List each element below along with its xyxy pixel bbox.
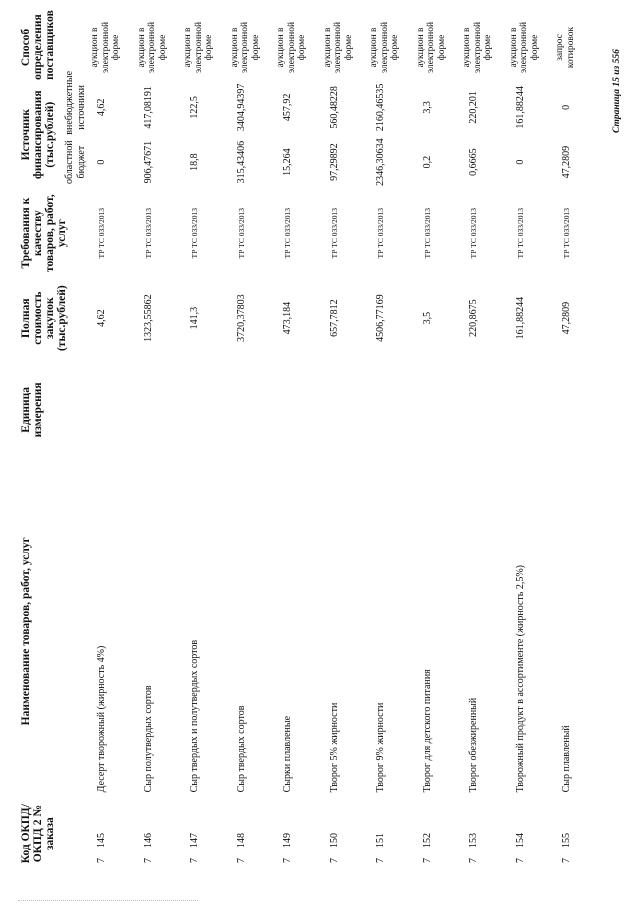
row-requirements: ТР ТС 033/2013 [143, 207, 153, 259]
row-code [323, 802, 370, 865]
row-code-part1: 7 [421, 858, 433, 863]
row-funding-regional: 906,47671 [142, 140, 154, 184]
row-funding-external: 560,48228 [328, 86, 340, 129]
row-name: Творог обезжиренный [468, 697, 479, 793]
row-cost: 141,3 [189, 306, 200, 330]
header-funding: Источник финансирования (тыс.рублей) [20, 90, 56, 180]
header-funding-regional: областной бюджет [64, 140, 87, 185]
row-code-part2: 153 [468, 833, 479, 848]
row-code [276, 802, 323, 865]
row-code-part1: 7 [561, 858, 572, 863]
row-funding-regional: 315,43406 [235, 140, 247, 184]
row-method: аукцион в электронной форме [136, 21, 168, 74]
row-code-part1: 7 [235, 858, 247, 863]
row-cost: 1323,55862 [142, 294, 154, 342]
row-method: аукцион в электронной форме [276, 21, 307, 74]
row-requirements: ТР ТС 033/2013 [283, 207, 292, 259]
table-row [369, 15, 416, 865]
row-code-part2: 152 [421, 833, 433, 848]
row-requirements: ТР ТС 033/2013 [376, 207, 385, 259]
row-code [90, 802, 137, 865]
row-funding-external: 0 [561, 104, 572, 110]
row-code [230, 802, 277, 865]
row-funding-regional: 0,2 [421, 155, 433, 169]
table-row [416, 15, 463, 865]
row-unit [230, 360, 277, 461]
table-row [509, 15, 556, 865]
row-unit [509, 360, 556, 461]
row-name: Сыр плавленый [561, 725, 572, 793]
table-row [323, 15, 370, 865]
row-code-part2: 147 [189, 833, 200, 848]
row-cost: 220,8675 [468, 299, 479, 337]
row-code-part2: 154 [514, 833, 526, 848]
row-code [509, 802, 556, 865]
header-method: Способ определения поставщиков [20, 10, 56, 80]
row-method: аукцион в электронной форме [508, 21, 540, 74]
scan-edge-dots [18, 896, 198, 901]
row-funding-external: 2160,46535 [375, 83, 386, 132]
row-code-part2: 151 [375, 833, 386, 848]
row-method: аукцион в электронной форме [462, 21, 493, 74]
row-code-part2: 146 [142, 833, 154, 848]
table-row [555, 15, 602, 865]
row-requirements: ТР ТС 033/2013 [236, 207, 246, 259]
row-method: аукцион в электронной форме [229, 21, 261, 74]
row-name: Десерт творожный (жирность 4%) [96, 645, 107, 793]
row-name: Сыр твердых и полутвердых сортов [189, 639, 200, 793]
row-cost: 161,88244 [514, 296, 526, 340]
row-requirements: ТР ТС 033/2013 [515, 207, 525, 259]
table-row [230, 15, 277, 865]
row-unit [183, 360, 230, 461]
row-method: аукцион в электронной форме [322, 21, 354, 74]
row-name: Сырки плавленые [282, 715, 293, 793]
row-funding-regional: 18,8 [189, 153, 200, 171]
header-unit: Единица измерения [20, 382, 44, 438]
row-method: аукцион в электронной форме [90, 21, 121, 74]
row-cost: 3720,37803 [235, 294, 247, 342]
row-funding-regional: 0 [514, 159, 526, 165]
row-unit [137, 360, 184, 461]
header-cost: Полная стоимость закупок (тыс.рублей) [20, 285, 68, 352]
row-code [416, 802, 463, 865]
row-funding-external: 3,3 [421, 101, 433, 114]
row-requirements: ТР ТС 033/2013 [190, 207, 199, 259]
row-funding-regional: 2346,30634 [375, 138, 386, 186]
header-requirements: Требования к качеству товаров, работ, услуг [20, 194, 68, 273]
row-code-part1: 7 [328, 858, 340, 863]
row-unit [416, 360, 463, 461]
row-code [183, 802, 230, 865]
row-code-part2: 148 [235, 833, 247, 848]
row-funding-external: 3404,94397 [235, 83, 247, 132]
row-unit [369, 360, 416, 461]
row-cost: 657,7812 [328, 299, 340, 337]
row-cost: 473,184 [282, 301, 293, 335]
row-method: запрос котировок [555, 26, 576, 69]
row-unit [90, 360, 137, 461]
row-method: аукцион в электронной форме [415, 21, 447, 74]
row-funding-external: 457,92 [282, 93, 293, 122]
row-funding-regional: 15,264 [282, 148, 293, 176]
row-code-part1: 7 [468, 858, 479, 863]
row-name: Творог для детского питания [421, 669, 433, 793]
row-requirements: ТР ТС 033/2013 [562, 207, 571, 259]
row-cost: 4,62 [96, 309, 107, 327]
row-funding-external: 161,88244 [514, 86, 526, 129]
row-code-part2: 150 [328, 833, 340, 848]
row-requirements: ТР ТС 033/2013 [469, 207, 478, 259]
row-funding-regional: 97,29892 [328, 143, 340, 181]
row-code-part1: 7 [514, 858, 526, 863]
row-cost: 3,5 [421, 311, 433, 325]
row-requirements: ТР ТС 033/2013 [329, 207, 339, 259]
table-row [183, 15, 230, 865]
row-method: аукцион в электронной форме [183, 21, 214, 74]
row-cost: 4506,77169 [375, 294, 386, 342]
row-requirements: ТР ТС 033/2013 [97, 207, 106, 259]
row-name: Сыр полутвердых сортов [142, 685, 154, 793]
row-funding-external: 122,5 [189, 96, 200, 119]
row-name: Сыр твердых сортов [235, 705, 247, 793]
row-funding-regional: 0 [96, 159, 107, 165]
row-code-part1: 7 [142, 858, 154, 863]
row-funding-regional: 47,2809 [561, 145, 572, 179]
row-code-part1: 7 [189, 858, 200, 863]
row-code-part1: 7 [96, 858, 107, 863]
row-code [462, 802, 509, 865]
row-code-part1: 7 [282, 858, 293, 863]
row-code [369, 802, 416, 865]
procurement-table [20, 10, 602, 865]
row-funding-regional: 0,6665 [468, 148, 479, 176]
row-funding-external: 220,201 [468, 91, 479, 124]
table-row [137, 15, 184, 865]
row-method: аукцион в электронной форме [369, 21, 400, 74]
table-row [90, 15, 137, 865]
row-code [555, 802, 602, 865]
table-row [276, 15, 323, 865]
row-cost: 47,2809 [561, 301, 572, 335]
row-code-part2: 149 [282, 833, 293, 848]
table-row [462, 15, 509, 865]
row-code [137, 802, 184, 865]
row-requirements: ТР ТС 033/2013 [422, 207, 432, 259]
row-name: Творог 9% жирности [375, 702, 386, 793]
row-code-part2: 155 [561, 833, 572, 848]
row-unit [462, 360, 509, 461]
row-funding-external: 417,08191 [142, 86, 154, 129]
row-name: Творожный продукт в ассортименте (жирность 2,5%) [514, 565, 526, 793]
row-unit [276, 360, 323, 461]
page-footer: Страница 15 из 556 [612, 49, 622, 133]
row-code-part2: 145 [96, 833, 107, 848]
header-code: Код ОКПД/ ОКПД 2 № заказа [20, 804, 56, 864]
header-funding-external: внебюджетные источники [64, 70, 87, 135]
row-funding-external: 4,62 [96, 98, 107, 117]
row-unit [323, 360, 370, 461]
row-code-part1: 7 [375, 858, 386, 863]
header-name: Наименование товаров, работ, услуг [20, 537, 32, 726]
row-name: Творог 5% жирности [328, 702, 340, 793]
row-unit [555, 360, 602, 461]
